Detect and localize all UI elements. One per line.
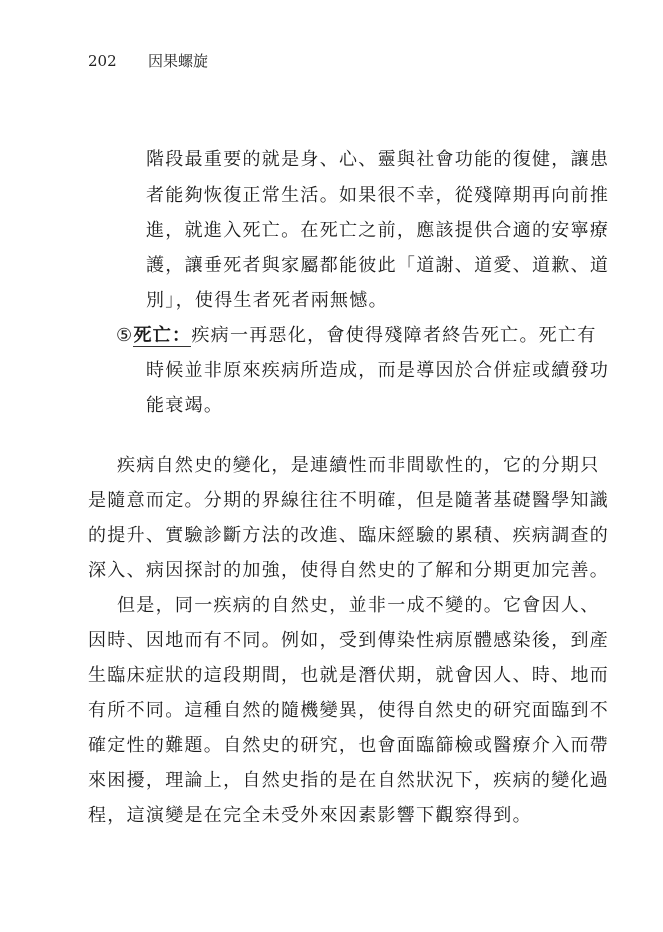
- text-line: 者能夠恢復正常生活。如果很不幸，從殘障期再向前推: [146, 185, 610, 206]
- text-line: 但是，同一疾病的自然史，並非一成不變的。它會因人、: [117, 595, 600, 616]
- running-header: [88, 50, 208, 71]
- text-line: 深入、病因探討的加強，使得自然史的了解和分期更加完善。: [88, 560, 610, 581]
- text-line: 時候並非原來疾病所造成，而是導因於合併症或續發功: [146, 360, 610, 381]
- item-text: 疾病一再惡化，會使得殘障者終告死亡。死亡有: [191, 325, 597, 346]
- text-line: 程，這演變是在完全未受外來因素影響下觀察得到。: [88, 805, 532, 826]
- text-line: 別」，使得生者死者兩無憾。: [146, 290, 388, 311]
- text-line: 進，就進入死亡。在死亡之前，應該提供合適的安寧療: [146, 220, 610, 241]
- text-line: 因時、因地而有不同。例如，受到傳染性病原體感染後，到產: [88, 630, 610, 651]
- item-number: ⑤: [116, 325, 134, 346]
- text-line: 的提升、實驗診斷方法的改進、臨床經驗的累積、疾病調查的: [88, 525, 610, 546]
- text-line: 階段最重要的就是身、心、靈與社會功能的復健，讓患: [146, 149, 610, 170]
- item-term: 死亡：: [133, 325, 192, 346]
- text-line: 護，讓垂死者與家屬都能彼此「道謝、道愛、道歉、道: [146, 255, 610, 276]
- text-line: 是隨意而定。分期的界線往往不明確，但是隨著基礎醫學知識: [88, 490, 610, 511]
- text-line: 確定性的難題。自然史的研究，也會面臨篩檢或醫療介入而帶: [88, 735, 610, 756]
- page-number: 202: [88, 52, 117, 70]
- text-line: 來困擾，理論上，自然史指的是在自然狀況下，疾病的變化過: [88, 770, 610, 791]
- text-line: 疾病自然史的變化，是連續性而非間歇性的，它的分期只: [117, 455, 600, 476]
- text-line: 有所不同。這種自然的隨機變異，使得自然史的研究面臨到不: [88, 700, 610, 721]
- text-line: 能衰竭。: [146, 395, 224, 416]
- book-title: 因果螺旋: [148, 52, 209, 70]
- list-item-first-line: [116, 324, 597, 348]
- text-line: 生臨床症狀的這段期間，也就是潛伏期，就會因人、時、地而: [88, 665, 610, 686]
